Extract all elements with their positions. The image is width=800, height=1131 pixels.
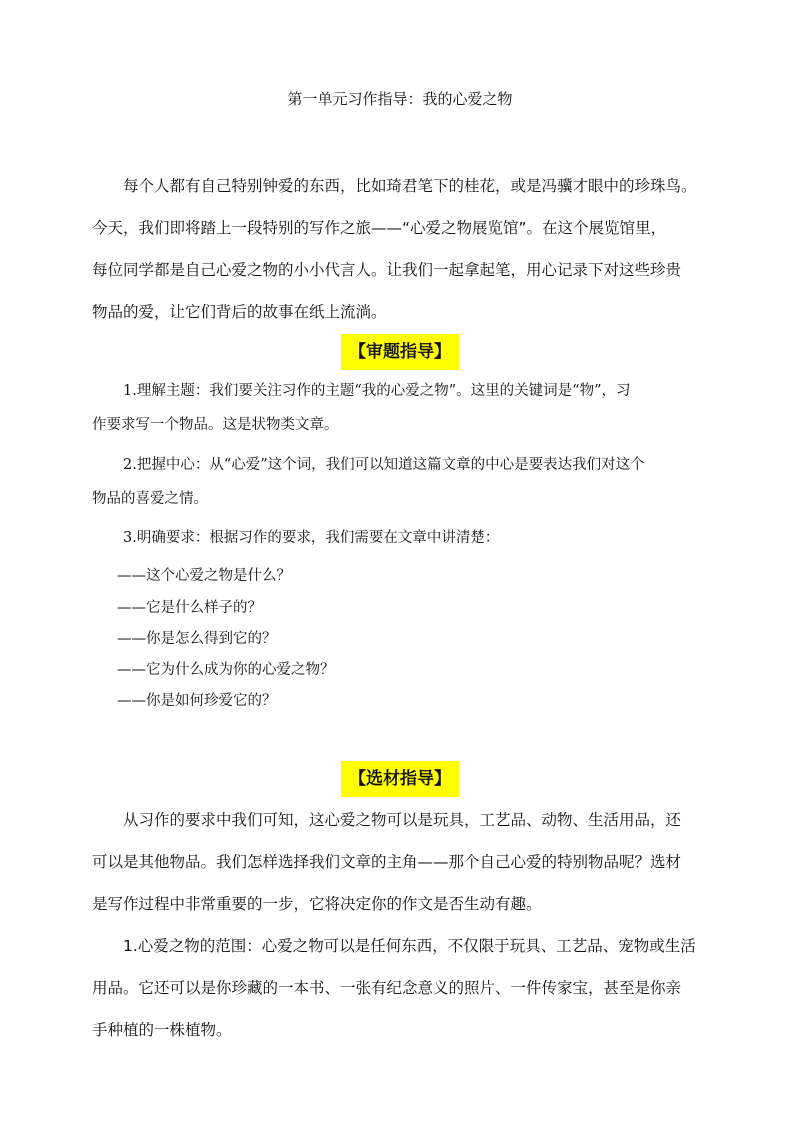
para-line: 1.心爱之物的范围：心爱之物可以是任何东西，不仅限于玩具、工艺品、宠物或生活 <box>123 937 696 955</box>
intro-line: 物品的爱，让它们背后的故事在纸上流淌。 <box>92 303 387 321</box>
question-item: ——你是如何珍爱它的？ <box>117 693 277 709</box>
material-scope-paragraph <box>92 925 708 1051</box>
section-heading-topic <box>0 334 800 370</box>
question-item: ——这个心爱之物是什么？ <box>117 568 291 584</box>
intro-line: 今天，我们即将踏上一段特别的写作之旅——“心爱之物展览馆”。在这个展览馆里， <box>92 219 667 237</box>
para-line: 从习作的要求中我们可知，这心爱之物可以是玩具，工艺品、动物、生活用品，还 <box>123 811 682 829</box>
item-line: 3.明确要求：根据习作的要求，我们需要在文章中讲清楚： <box>123 530 500 546</box>
para-line: 是写作过程中非常重要的一步，它将决定你的作文是否生动有趣。 <box>92 895 542 913</box>
section-heading-material <box>0 761 800 797</box>
heading-highlight: 【审题指导】 <box>341 334 459 370</box>
question-item: ——它是什么样子的？ <box>117 600 262 616</box>
item-line: 作要求写一个物品。这是状物类文章。 <box>92 417 339 433</box>
topic-item-3 <box>92 521 708 555</box>
para-line: 手种植的一株植物。 <box>92 1021 232 1039</box>
para-line: 用品。它还可以是你珍藏的一本书、一张有纪念意义的照片、一件传家宝，甚至是你亲 <box>92 979 682 997</box>
intro-line: 每个人都有自己特别钟爱的东西，比如琦君笔下的桂花，或是冯骥才眼中的珍珠鸟。 <box>123 177 697 195</box>
para-line: 可以是其他物品。我们怎样选择我们文章的主角——那个自己心爱的特别物品呢？选材 <box>92 853 682 871</box>
page-title: 第一单元习作指导：我的心爱之物 <box>287 90 513 108</box>
item-line: 1.理解主题：我们要关注习作的主题“我的心爱之物”。这里的关键词是“物”，习 <box>123 383 631 399</box>
intro-line: 每位同学都是自己心爱之物的小小代言人。让我们一起拿起笔，用心记录下对这些珍贵 <box>92 261 682 279</box>
topic-item-1 <box>92 374 708 442</box>
material-paragraph <box>92 799 708 925</box>
item-line: 物品的喜爱之情。 <box>92 491 208 507</box>
topic-item-2 <box>92 448 708 516</box>
question-item: ——你是怎么得到它的？ <box>117 631 277 647</box>
heading-highlight: 【选材指导】 <box>341 761 459 797</box>
intro-paragraph <box>92 165 708 333</box>
question-item: ——它为什么成为你的心爱之物？ <box>117 662 335 678</box>
item-line: 2.把握中心：从“心爱”这个词，我们可以知道这篇文章的中心是要表达我们对这个 <box>123 457 645 473</box>
